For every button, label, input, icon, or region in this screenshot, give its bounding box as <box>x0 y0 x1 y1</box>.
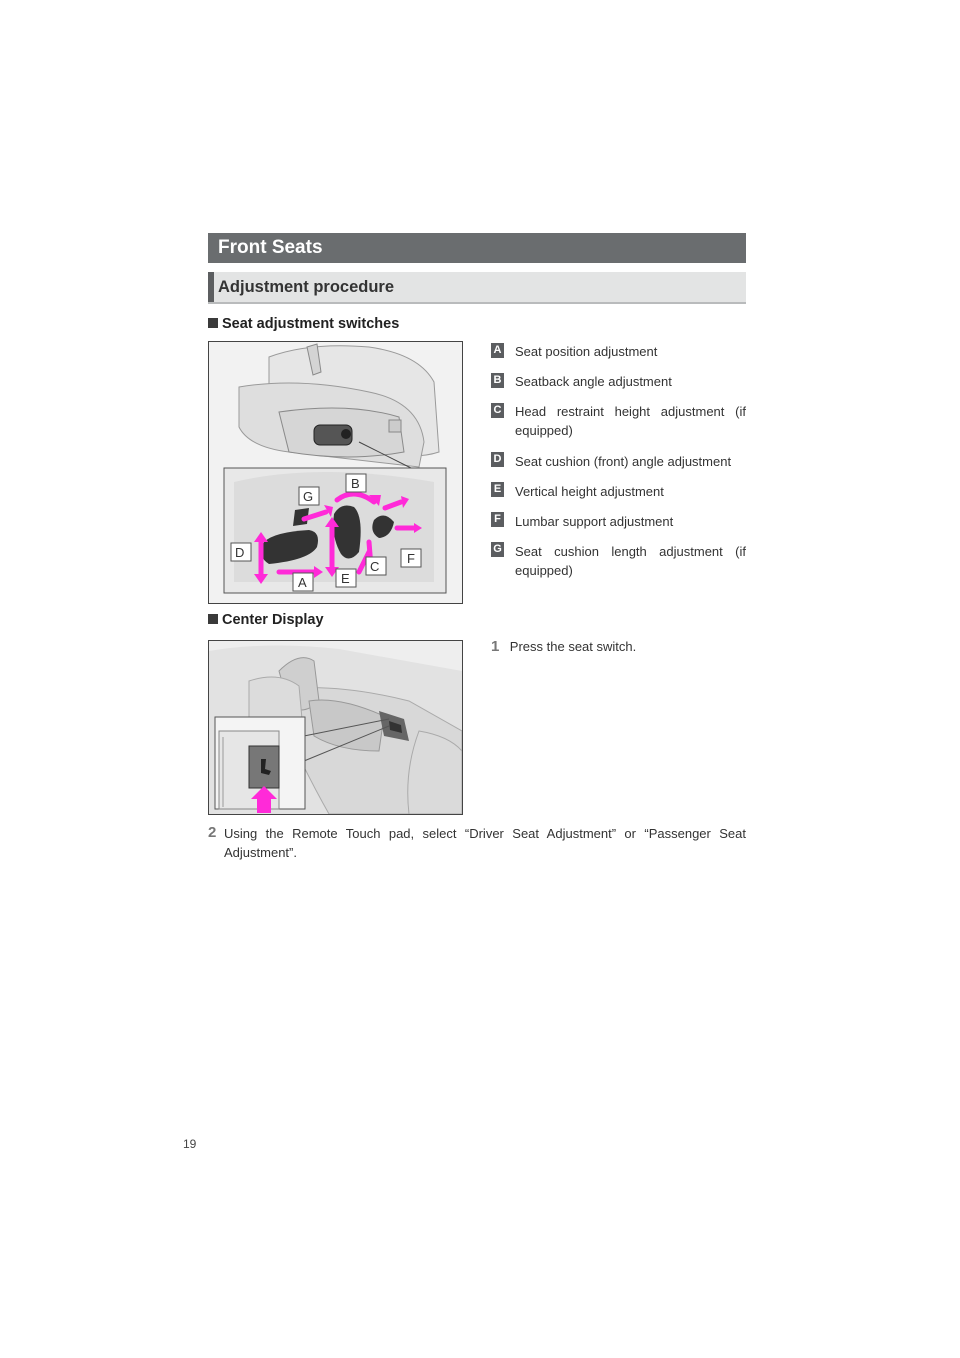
fig-label-g: G <box>303 489 314 504</box>
legend-letter-a: A <box>491 343 504 358</box>
legend-letter-b: B <box>491 373 504 388</box>
legend-text-e: Vertical height adjustment <box>515 484 664 499</box>
seat-switch-illustration <box>209 342 462 603</box>
legend-text-d: Seat cushion (front) angle adjustment <box>515 454 732 469</box>
subsection-bar <box>208 272 214 302</box>
step-2 <box>208 824 746 862</box>
fig-label-a: A <box>298 575 307 590</box>
legend-letter-g: G <box>491 542 504 557</box>
center-console-illustration <box>209 641 462 814</box>
step-1-text: Press the seat switch. <box>509 639 637 654</box>
bullet-square-icon <box>208 318 218 328</box>
legend-letter-e: E <box>491 482 504 497</box>
subsection-header <box>208 272 746 304</box>
legend-text-b: Seatback angle adjustment <box>515 374 672 389</box>
legend-letter-f: F <box>491 512 504 527</box>
legend-text-a: Seat position adjustment <box>515 344 658 359</box>
center-console-figure <box>208 640 463 815</box>
fig-label-c: C <box>370 559 380 574</box>
legend-text-f: Lumbar support adjustment <box>515 514 674 529</box>
legend-letter-c: C <box>491 403 504 418</box>
fig-label-d: D <box>235 545 245 560</box>
legend-text-c: Head restraint height adjustment (if equipped) <box>515 404 746 438</box>
fig-label-f: F <box>407 551 415 566</box>
bullet-center-display-label: Center Display <box>222 612 324 628</box>
step-1 <box>491 638 636 656</box>
step-2-number: 2 <box>208 824 217 841</box>
step-1-number: 1 <box>491 638 500 655</box>
section-title: Front Seats <box>208 233 746 263</box>
fig-label-b: B <box>351 476 360 491</box>
bullet-seat-switches <box>208 316 399 332</box>
legend-text-g: Seat cushion length adjustment (if equipped) <box>515 544 746 578</box>
bullet-center-display <box>208 612 324 628</box>
page-number: 19 <box>183 1137 197 1151</box>
fig-label-e: E <box>341 571 350 586</box>
seat-switch-figure <box>208 341 463 604</box>
legend-letter-d: D <box>491 452 504 467</box>
subsection-title: Adjustment procedure <box>218 278 395 296</box>
bullet-square-icon <box>208 614 218 624</box>
step-2-text: Using the Remote Touch pad, select “Driver Seat Adjustment” or “Passenger Seat Adjustment”. <box>224 826 746 860</box>
bullet-seat-switches-label: Seat adjustment switches <box>222 316 400 332</box>
